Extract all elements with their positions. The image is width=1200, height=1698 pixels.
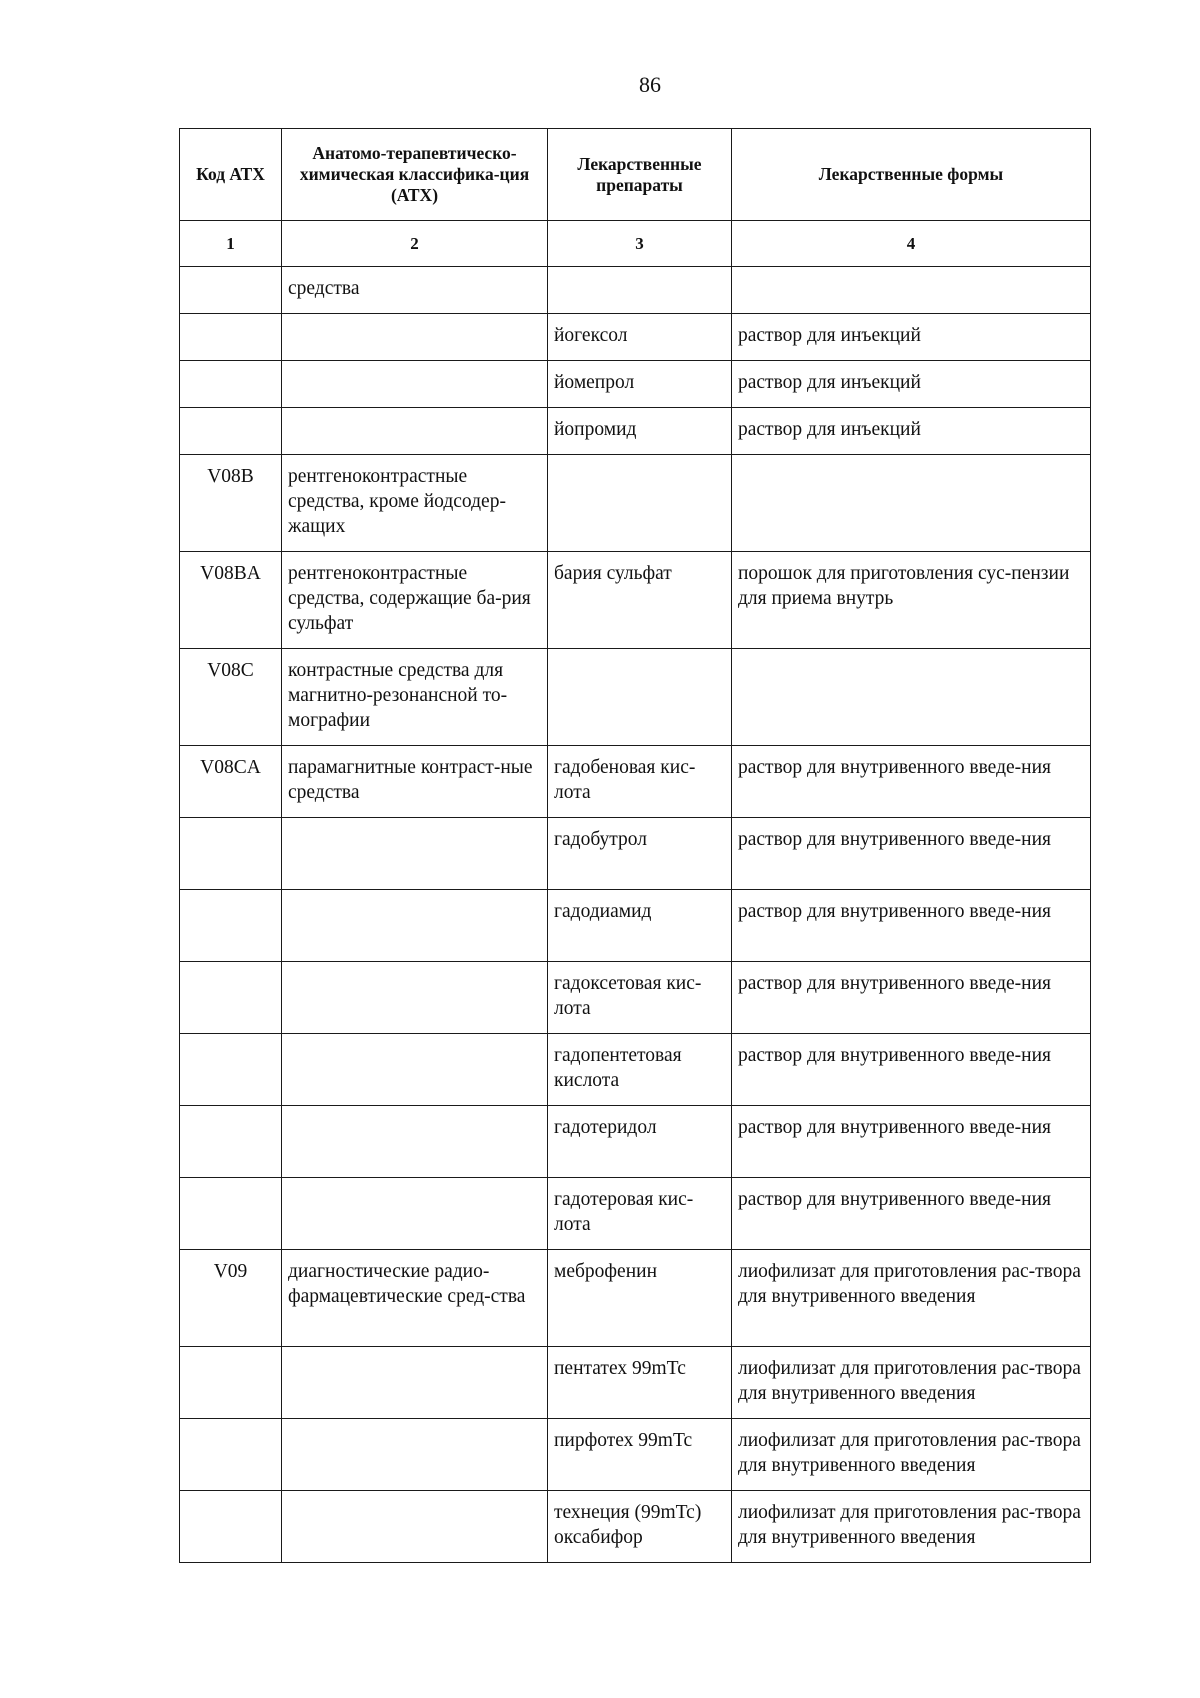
dosage-form-cell: раствор для внутривенного введе-ния [732, 746, 1091, 818]
header-forms: Лекарственные формы [732, 129, 1091, 221]
table-row [180, 267, 1091, 314]
drug-cell: йомепрол [548, 361, 732, 408]
drug-cell [548, 649, 732, 746]
drug-cell: йопромид [548, 408, 732, 455]
header-classification: Анатомо-терапевтическо-химическая классифика-ция (АТХ) [282, 129, 548, 221]
table-row [180, 890, 1091, 962]
table-row [180, 408, 1091, 455]
atx-code-cell [180, 361, 282, 408]
dosage-form-cell: раствор для инъекций [732, 408, 1091, 455]
classification-cell: парамагнитные контраст-ные средства [282, 746, 548, 818]
atx-code-cell [180, 267, 282, 314]
drug-cell: гадодиамид [548, 890, 732, 962]
dosage-form-cell: раствор для внутривенного введе-ния [732, 818, 1091, 890]
dosage-form-cell: лиофилизат для приготовления рас-твора для внутривенного введения [732, 1250, 1091, 1347]
drug-cell: пирфотех 99mTc [548, 1419, 732, 1491]
classification-cell [282, 818, 548, 890]
table-row [180, 455, 1091, 552]
classification-cell [282, 890, 548, 962]
atx-code-cell: V08C [180, 649, 282, 746]
dosage-form-cell: порошок для приготовления сус-пензии для приема внутрь [732, 552, 1091, 649]
atx-code-cell [180, 1178, 282, 1250]
dosage-form-cell: лиофилизат для приготовления рас-твора для внутривенного введения [732, 1347, 1091, 1419]
atx-code-cell: V08CA [180, 746, 282, 818]
atx-table [179, 128, 1091, 1563]
classification-cell: средства [282, 267, 548, 314]
atx-code-cell [180, 1419, 282, 1491]
dosage-form-cell [732, 267, 1091, 314]
atx-code-cell [180, 1491, 282, 1563]
column-number: 1 [180, 221, 282, 267]
column-number: 3 [548, 221, 732, 267]
table-row [180, 1347, 1091, 1419]
atx-code-cell [180, 962, 282, 1034]
classification-cell [282, 1347, 548, 1419]
drug-cell: гадоксетовая кис-лота [548, 962, 732, 1034]
dosage-form-cell: лиофилизат для приготовления рас-твора для внутривенного введения [732, 1491, 1091, 1563]
table-row [180, 1419, 1091, 1491]
classification-cell [282, 962, 548, 1034]
column-number-row [180, 221, 1091, 267]
header-code: Код АТХ [180, 129, 282, 221]
column-number: 2 [282, 221, 548, 267]
classification-cell: рентгеноконтрастные средства, содержащие ба-рия сульфат [282, 552, 548, 649]
dosage-form-cell: раствор для внутривенного введе-ния [732, 1034, 1091, 1106]
table-row [180, 649, 1091, 746]
table-row [180, 552, 1091, 649]
drug-cell: йогексол [548, 314, 732, 361]
atx-code-cell [180, 1106, 282, 1178]
classification-cell [282, 408, 548, 455]
dosage-form-cell [732, 455, 1091, 552]
drug-cell: пентатех 99mTc [548, 1347, 732, 1419]
classification-cell [282, 1034, 548, 1106]
column-number: 4 [732, 221, 1091, 267]
header-row [180, 129, 1091, 221]
dosage-form-cell: раствор для инъекций [732, 314, 1091, 361]
classification-cell [282, 1491, 548, 1563]
atx-code-cell: V09 [180, 1250, 282, 1347]
table-row [180, 314, 1091, 361]
drug-cell: гадопентетовая кислота [548, 1034, 732, 1106]
dosage-form-cell [732, 649, 1091, 746]
dosage-form-cell: раствор для внутривенного введе-ния [732, 1106, 1091, 1178]
drug-cell: гадобутрол [548, 818, 732, 890]
classification-cell: контрастные средства для магнитно-резонансной то-мографии [282, 649, 548, 746]
drug-cell: гадотеридол [548, 1106, 732, 1178]
atx-code-cell [180, 890, 282, 962]
dosage-form-cell: раствор для инъекций [732, 361, 1091, 408]
classification-cell [282, 1419, 548, 1491]
classification-cell: диагностические радио-фармацевтические сред-ства [282, 1250, 548, 1347]
drug-cell: бария сульфат [548, 552, 732, 649]
classification-cell: рентгеноконтрастные средства, кроме йодсодер-жащих [282, 455, 548, 552]
drug-cell: меброфенин [548, 1250, 732, 1347]
atx-code-cell: V08BA [180, 552, 282, 649]
table-row [180, 1491, 1091, 1563]
classification-cell [282, 314, 548, 361]
table-row [180, 1106, 1091, 1178]
table-row [180, 1034, 1091, 1106]
drug-cell [548, 455, 732, 552]
dosage-form-cell: лиофилизат для приготовления рас-твора для внутривенного введения [732, 1419, 1091, 1491]
header-drugs: Лекарственные препараты [548, 129, 732, 221]
atx-code-cell: V08B [180, 455, 282, 552]
dosage-form-cell: раствор для внутривенного введе-ния [732, 962, 1091, 1034]
atx-code-cell [180, 1034, 282, 1106]
table-row [180, 962, 1091, 1034]
drug-cell [548, 267, 732, 314]
page-number: 86 [639, 72, 661, 97]
table-row [180, 361, 1091, 408]
table-row [180, 818, 1091, 890]
classification-cell [282, 361, 548, 408]
dosage-form-cell: раствор для внутривенного введе-ния [732, 890, 1091, 962]
table-row [180, 1250, 1091, 1347]
classification-cell [282, 1106, 548, 1178]
table-row [180, 746, 1091, 818]
classification-cell [282, 1178, 548, 1250]
dosage-form-cell: раствор для внутривенного введе-ния [732, 1178, 1091, 1250]
atx-code-cell [180, 1347, 282, 1419]
atx-code-cell [180, 314, 282, 361]
atx-code-cell [180, 818, 282, 890]
drug-cell: гадотеровая кис-лота [548, 1178, 732, 1250]
drug-cell: технеция (99mTc) оксабифор [548, 1491, 732, 1563]
atx-code-cell [180, 408, 282, 455]
table-row [180, 1178, 1091, 1250]
drug-cell: гадобеновая кис-лота [548, 746, 732, 818]
